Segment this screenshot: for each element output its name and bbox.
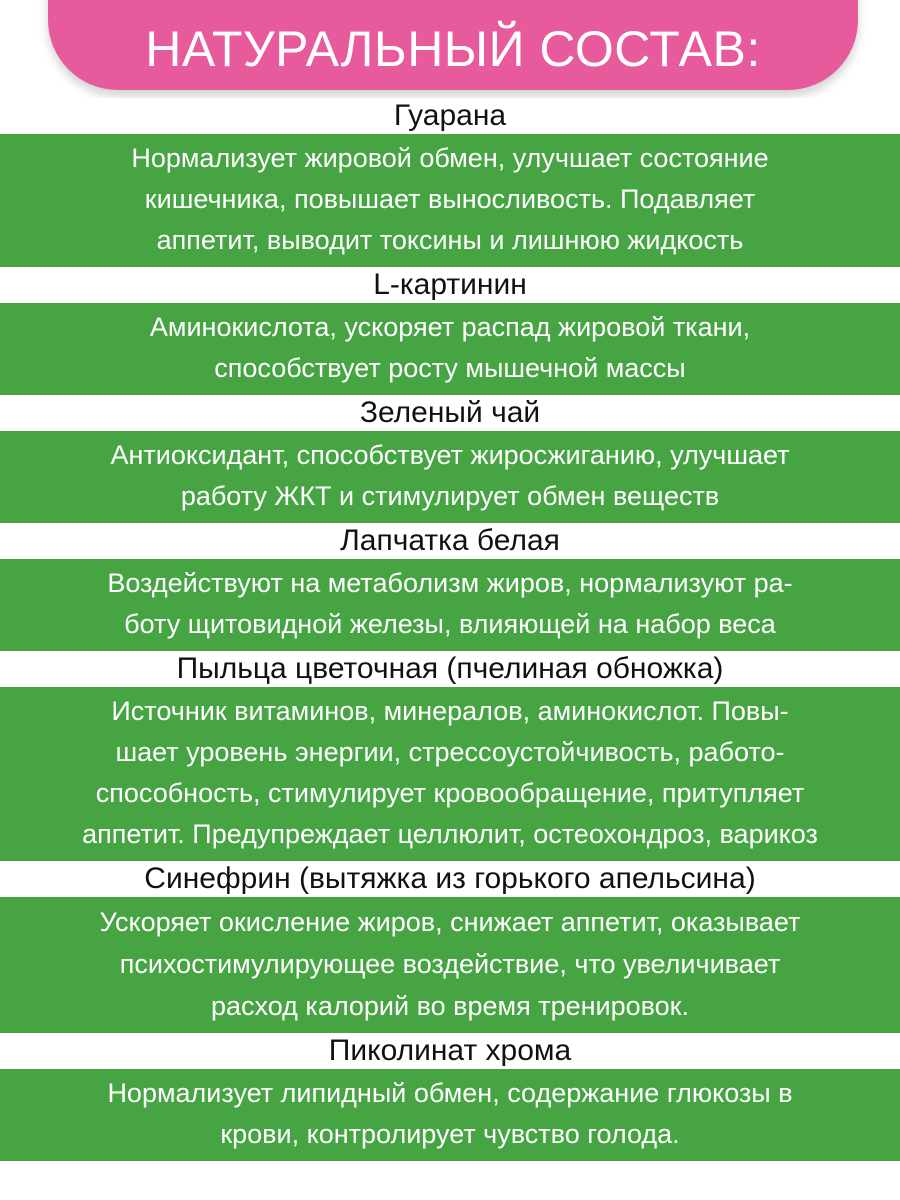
- description-line: способствует росту мышечной массы: [214, 353, 686, 383]
- description-line: аппетит, выводит токсины и лишнюю жидкость: [156, 225, 744, 255]
- description-line: расход калорий во время тренировок.: [211, 991, 689, 1021]
- description-line: Аминокислота, ускоряет распад жировой ткани,: [149, 312, 751, 342]
- description-line: Нормализует липидный обмен, содержание глюкозы в: [107, 1078, 793, 1108]
- description-line: кишечника, повышает выносливость. Подавляет: [144, 184, 756, 214]
- ingredient-description: [0, 134, 900, 267]
- ingredient-name: Лапчатка белая: [0, 523, 900, 559]
- ingredient-description: [0, 303, 900, 395]
- description-line: боту щитовидной железы, влияющей на набор веса: [124, 609, 776, 639]
- ingredients-list: [0, 98, 900, 1161]
- description-line: крови, контролирует чувство голода.: [220, 1119, 680, 1149]
- ingredient-name: Пыльца цветочная (пчелиная обножка): [0, 651, 900, 687]
- description-line: работу ЖКТ и стимулирует обмен веществ: [180, 481, 720, 511]
- description-line: Воздействуют на метаболизм жиров, нормализуют ра-: [107, 568, 793, 598]
- ingredient-name: Зеленый чай: [0, 395, 900, 431]
- ingredient-section-green-tea: [0, 395, 900, 523]
- ingredient-description: [0, 897, 900, 1033]
- description-line: психостимулирующее воздействие, что увеличивает: [119, 949, 781, 979]
- ingredient-description: [0, 431, 900, 523]
- ingredient-section-potentilla: [0, 523, 900, 651]
- ingredient-description: [0, 1069, 900, 1161]
- ingredient-description: [0, 687, 900, 861]
- description-line: способность, стимулирует кровообращение, притупляет: [95, 778, 805, 808]
- ingredient-section-bee-pollen: [0, 651, 900, 861]
- ingredient-name: L-картинин: [0, 267, 900, 303]
- description-line: шает уровень энергии, стрессоустойчивость, работо-: [115, 737, 785, 767]
- ingredient-name: Пиколинат хрома: [0, 1033, 900, 1069]
- ingredient-section-chromium-picolinate: [0, 1033, 900, 1161]
- ingredient-section-l-carnitine: [0, 267, 900, 395]
- ingredient-description: [0, 559, 900, 651]
- ingredient-section-synephrine: [0, 861, 900, 1033]
- description-line: Антиоксидант, способствует жиросжиганию, улучшает: [110, 440, 790, 470]
- ingredient-name: Синефрин (вытяжка из горького апельсина): [0, 861, 900, 897]
- ingredient-name: Гуарана: [0, 98, 900, 134]
- ingredient-section-guarana: [0, 98, 900, 267]
- description-line: аппетит. Предупреждает целлюлит, остеохондроз, варикоз: [82, 819, 818, 849]
- description-line: Источник витаминов, минералов, аминокислот. Повы-: [111, 696, 789, 726]
- page-title: НАТУРАЛЬНЫЙ СОСТАВ:: [145, 21, 761, 77]
- description-line: Ускоряет окисление жиров, снижает аппетит, оказывает: [99, 907, 801, 937]
- description-line: Нормализует жировой обмен, улучшает состояние: [131, 143, 769, 173]
